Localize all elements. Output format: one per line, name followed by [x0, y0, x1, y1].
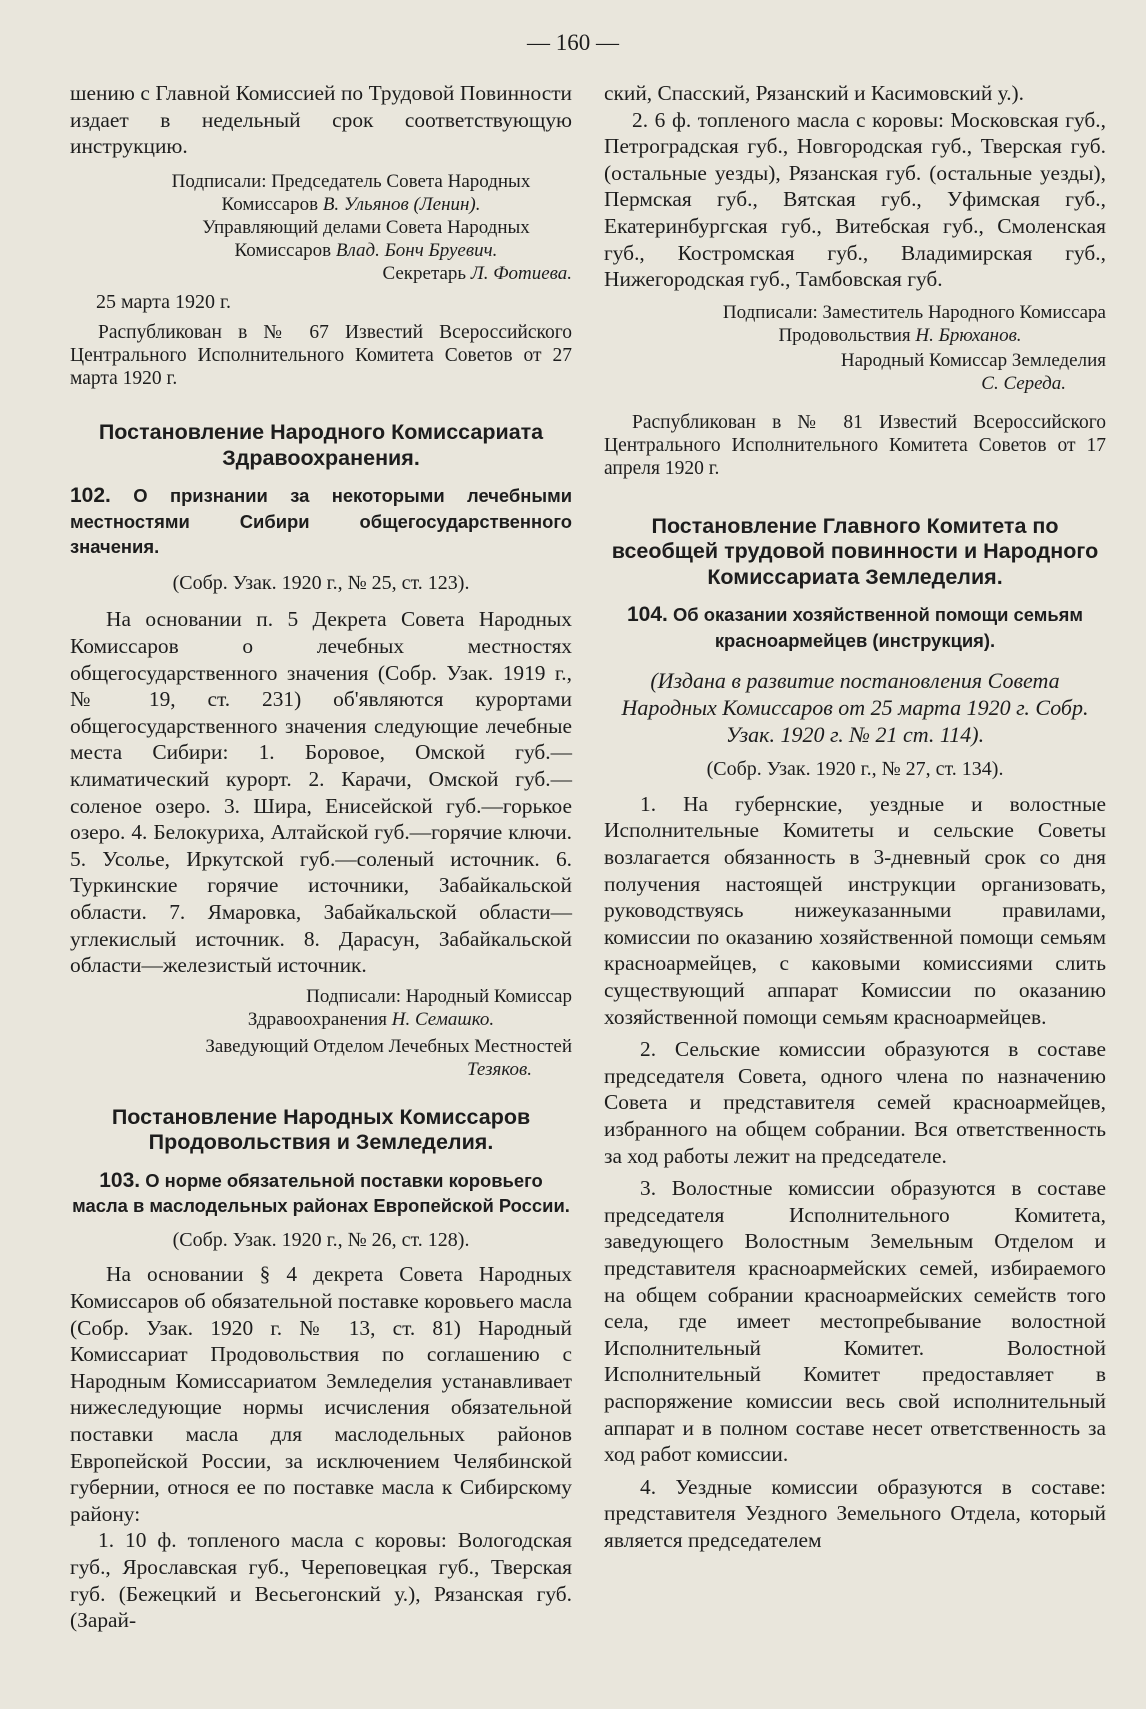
section-heading: Постановление Главного Комитета по всеобщей трудовой повинности и Народного Комиссариата Земледелия. [611, 513, 1099, 589]
publication-note: Распубликован в № 67 Известий Всероссийского Центрального Исполнительного Комитета Советов от 27 марта 1920 г. [70, 322, 572, 390]
list-item-continued: ский, Спасский, Рязанский и Касимовский у.). [604, 81, 1025, 105]
signature-line: Подписали: Народный Комиссар [306, 985, 572, 1007]
body-paragraph: 1. На губернские, уездные и волостные Исполнительные Комитеты и сельские Советы возлагается обязанность в 3-дневный срок со дня получения настоящей инструкции организовать, руководствуясь нижеуказанными правилами, комиссии по оказанию хозяйственной помощи семьям красноармейцев, с каковыми комиссиями слить существующий аппарат Комиссии по оказанию хозяйственной помощи семьям красноармейцев. [604, 791, 1106, 1029]
signature-line: Продовольствия Н. Брюханов. [778, 324, 1022, 346]
signatory-name: Л. Фотиева. [470, 262, 572, 284]
signature-line: Народный Комиссар Земледелия [840, 349, 1106, 371]
signature-line: Заведующий Отделом Лечебных Местностей [205, 1035, 572, 1057]
intro-paragraph: шению с Главной Комиссией по Трудовой Повинности издает в недельный срок соответствующую инструкцию. [70, 81, 572, 159]
signature-line: Подписали: Заместитель Народного Комиссара [722, 301, 1106, 323]
signature-line [604, 372, 1106, 395]
document-title: 103. О норме обязательной поставки коровьего масла в маслодельных районах Европейской России. [72, 1168, 570, 1217]
source-reference: (Собр. Узак. 1920 г., № 26, ст. 128). [172, 1228, 470, 1251]
signatory-name: С. Середа. [981, 372, 1066, 394]
document-title: 104. Об оказании хозяйственной помощи семьям красноармейцев (инструкция). [626, 603, 1084, 651]
source-reference: (Собр. Узак. 1920 г., № 25, ст. 123). [172, 571, 470, 594]
body-paragraph: 4. Уездные комиссии образуются в составе: представителя Уездного Земельного Отдела, который является председателем [604, 1474, 1106, 1552]
signature-line: Комиссаров Влад. Бонч Бруевич. [234, 239, 498, 261]
source-reference: (Собр. Узак. 1920 г., № 27, ст. 134). [706, 758, 1004, 781]
signatory-name: Влад. Бонч Бруевич. [335, 239, 498, 261]
publication-note: Распубликован в № 81 Известий Всероссийского Центрального Исполнительного Комитета Советов от 17 апреля 1920 г. [604, 411, 1106, 479]
signature-line: Комиссаров В. Ульянов (Ленин). [221, 193, 481, 215]
body-paragraph: На основании § 4 декрета Совета Народных Комиссаров об обязательной поставке коровьего масла (Собр. Узак. 1920 г. № 13, ст. 81) Народный Комиссариат Продовольствия по соглашению с Народным Комиссариатом Земледелия устанавливает нижеследующие нормы исчисления обязательной поставки масла для маслодельных районов Европейской России, за исключением Челябинской губернии, относя ее по поставке масла к Сибирскому району: [70, 1262, 572, 1526]
signature-block-2 [70, 985, 572, 1081]
left-column [70, 80, 572, 1634]
section-heading: Постановление Народного Комиссариата Здравоохранения. [98, 420, 544, 470]
body-paragraph: На основании п. 5 Декрета Совета Народных Комиссаров о лечебных местностях общегосударственного значения (Собр. Узак. 1919 г., № 19, ст. 231) об'являются курортами общегосударственного значения следующие лечебные места Сибири: 1. Боровое, Омской губ.—климатический курорт. 2. Карачи, Омской губ.—соленое озеро. 3. Шира, Енисейской губ.—горькое озеро. 4. Белокуриха, Алтайской губ.—горячие ключи. 5. Усолье, Иркутской губ.—соленый источник. 6. Туркинские горячие источники, Забайкальской области. 7. Ямаровка, Забайкальской области—углекислый источник. 8. Дарасун, Забайкальской области—железистый источник. [70, 607, 572, 978]
signature-line: Секретарь Л. Фотиева. [382, 262, 572, 284]
list-item: 2. 6 ф. топленого масла с коровы: Московская губ., Петроградская губ., Новгородская губ., Тверская губ. (остальные уезды), Рязанская губ. (остальные уезды), Пермская губ., Вятская губ., Уфимская губ., Екатеринбургская губ., Витебская губ., Смоленская губ., Костромская губ., Владимирская губ., Нижегородская губ., Тамбовская губ. [604, 107, 1106, 292]
page-number: — 160 — [527, 30, 619, 55]
signature-line: Управляющий делами Совета Народных [202, 216, 530, 238]
signature-line: Здравоохранения Н. Семашко. [247, 1008, 495, 1030]
signature-line [70, 1058, 572, 1081]
body-paragraph: 2. Сельские комиссии образуются в составе председателя Совета, одного члена по назначению Совета и представителя семей красноармейцев, избранного на общем собрании. Вся ответственность за ход работы лежит на председателе. [604, 1037, 1106, 1168]
date: 25 марта 1920 г. [96, 290, 231, 313]
signatory-name: Н. Брюханов. [915, 324, 1022, 346]
right-column [604, 80, 1106, 1553]
section-heading: Постановление Народных Комиссаров Продовольствия и Земледелия. [111, 1104, 531, 1155]
signatory-name: Н. Семашко. [391, 1008, 495, 1030]
signatory-name: Тезяков. [467, 1058, 532, 1080]
signatory-name: В. Ульянов (Ленин). [322, 193, 481, 215]
document-note: (Издана в развитие постановления Совета Народных Комиссаров от 25 марта 1920 г. Собр. Узак. 1920 г. № 21 ст. 114). [621, 668, 1089, 748]
list-item: 1. 10 ф. топленого масла с коровы: Вологодская губ., Ярославская губ., Череповецкая губ., Тверская губ. (Бежецкий и Весьегонский у.), Рязанская губ. (Зарай- [70, 1528, 572, 1633]
document-title: 102. О признании за некоторыми лечебными местностями Сибири общегосударственного значения. [70, 484, 572, 558]
body-paragraph: 3. Волостные комиссии образуются в составе председателя Исполнительного Комитета, заведующего Волостным Земельным Отделом и представителя красноармейских семей, избираемого на общем собрании красноармейских семейств того села, где имеет местопребывание волостной Исполнительный Комитет. Волостной Исполнительный Комитет предоставляет в распоряжение комиссии весь свой исполнительный аппарат и в полном составе несет ответственность за ход работ комиссии. [604, 1176, 1106, 1467]
signature-block-3 [604, 301, 1106, 395]
signature-line: Подписали: Председатель Совета Народных [171, 170, 531, 192]
signature-block-1 [70, 170, 572, 285]
